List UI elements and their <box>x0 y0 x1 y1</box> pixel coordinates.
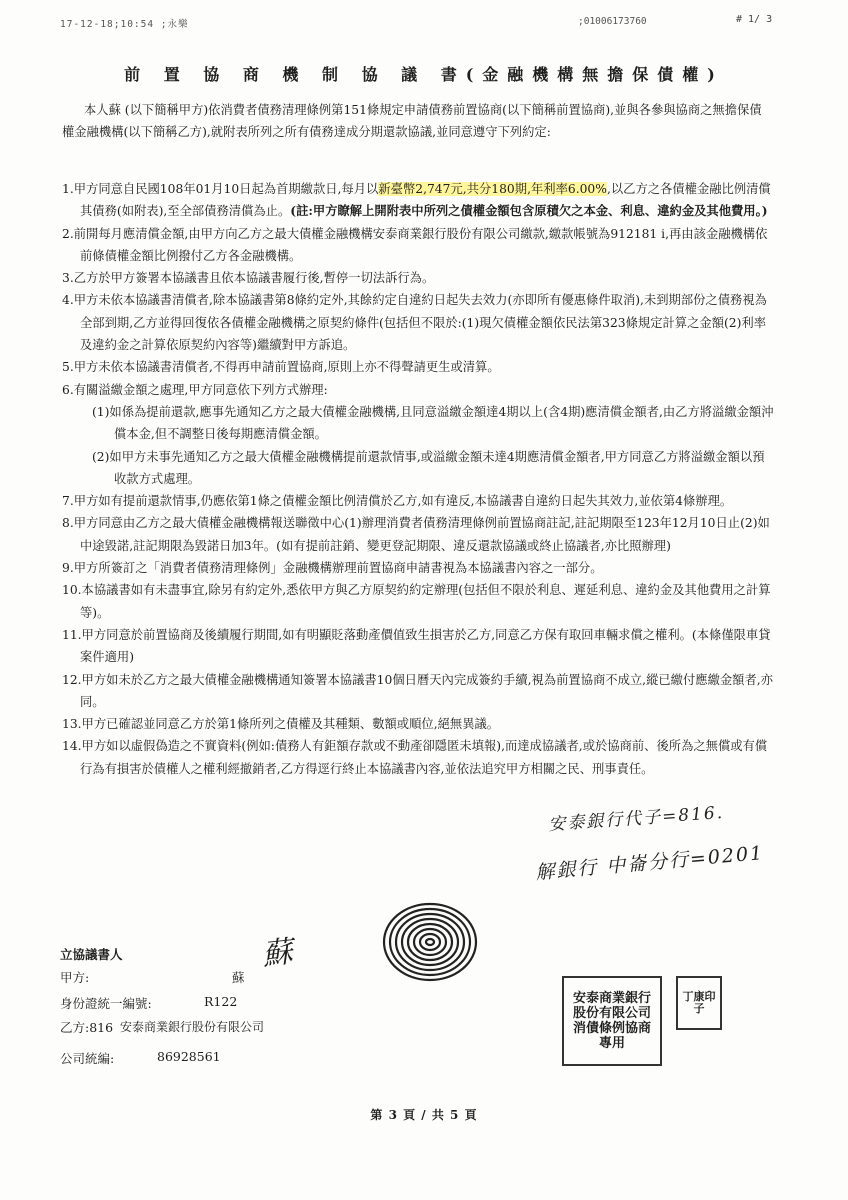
id-number-value: R122 <box>204 994 238 1009</box>
clause-8: 8.甲方同意由乙方之最大債權金融機構報送聯徵中心(1)辦理消費者債務清理條例前置協商註記,註記期限至123年12月10日止(2)如中途毀諾,註記期限為毀諾日加3年。(如有提前註銷、變更登記期限、違反還款協議或終止協議者,亦比照辦理) <box>62 516 770 553</box>
interest-rate: 年利率6.00% <box>530 182 607 196</box>
handwritten-note-branch-code: 解銀行 中崙分行=0201 <box>534 842 765 884</box>
clause-13: 13.甲方已確認並同意乙方於第1條所列之債權及其種類、數額或順位,絕無異議。 <box>62 717 500 732</box>
clause-10: 10.本協議書如有未盡事宜,除另有約定外,悉依甲方與乙方原契約約定辦理(包括但不限於利息、遲延利息、違約金及其他費用之計算等)。 <box>62 583 771 620</box>
page-footer: 第 3 頁 / 共 5 頁 <box>370 1108 478 1122</box>
clause-12: 12.甲方如未於乙方之最大債權金融機構通知簽署本協議書10個日曆天內完成簽約手續,視為前置協商不成立,縱已繳付應繳金額者,亦同。 <box>62 672 773 709</box>
clause-14: 14.甲方如以虛假偽造之不實資料(例如:債務人有鉅額存款或不動產卻隱匿未填報),而達成協議者,或於協商前、後所為之無償或有償行為有損害於債權人之權利經撤銷者,乙方得逕行終止本協議書內容,並依法追究甲方相關之民、刑事責任。 <box>62 739 768 776</box>
payment-amount: 新臺幣2,747元 <box>378 182 463 196</box>
clause-6-sub-2-text: (2)如甲方未事先通知乙方之最大債權金融機構提前還款情事,或溢繳金額未達4期應清償金額者,甲方同意乙方將溢繳金額以預收款方式處理。 <box>92 449 765 486</box>
party-a-signature: 蘇 <box>260 934 295 973</box>
clause-4: 4.甲方未依本協議書清償者,除本協議書第8條約定外,其餘約定自違約日起失去效力(亦即所有優惠條件取消),未到期部份之債務視為全部到期,乙方並得回復依各債權金融機構之原契約條件(包括但不限於:(1)現欠債權金額依民法第323條規定計算之金額(2)利率及違約金之計算依原契約內容等)繼續對甲方訴追。 <box>62 293 767 353</box>
fax-header-left: 17-12-18;10:54 ;永樂 <box>60 19 189 30</box>
preamble: 本人蘇 (以下簡稱甲方)依消費者債務清理條例第151條規定申請債務前置協商(以下簡稱前置協商),並與各參與協商之無擔保債權金融機構(以下簡稱乙方),就附表所列之所有債務達成分期還款協議,並同意遵守下列約定: <box>62 103 762 139</box>
id-number-label: 身份證統一編號: <box>60 996 152 1011</box>
clause-6-sub-1 <box>62 401 774 446</box>
clause-1-sep1: , <box>462 182 467 196</box>
clause-1-note: (註:甲方瞭解上開附表中所列之債權金額包含原積欠之本金、利息、違約金及其他費用。) <box>290 203 768 219</box>
clause-6-sub-2 <box>62 446 774 491</box>
bank-seal-stamp <box>562 976 662 1066</box>
bank-seal-text: 安泰商業銀行股份有限公司消債條例協商專用 <box>572 991 651 1051</box>
clause-6-sub-1-text: (1)如係為提前還款,應事先通知乙方之最大債權金融機構,且同意溢繳金額達4期以上(含4期)應清償金額者,由乙方將溢繳金額沖償本金,但不調整日後每期應清償金額。 <box>92 404 774 442</box>
payment-periods: 共分180期 <box>466 182 528 196</box>
fax-header-number: ;01006173760 <box>578 16 647 27</box>
clause-1-sep2: , <box>527 182 531 196</box>
fax-header-page: # 1/ 3 <box>736 14 773 25</box>
party-b-label: 乙方:816 <box>60 1020 114 1035</box>
personal-seal-text: 丁康印子 <box>682 990 716 1015</box>
company-number-label: 公司統編: <box>60 1051 115 1066</box>
document-title: 前 置 協 商 機 制 協 議 書(金融機構無擔保債權) <box>124 65 724 84</box>
clause-2: 2.前開每月應清償金額,由甲方向乙方之最大債權金融機構安泰商業銀行股份有限公司繳款,繳款帳號為912181 i,再由該金融機構依前條債權金額比例撥付乙方各金融機構。 <box>62 226 768 263</box>
clause-9: 9.甲方所簽訂之「消費者債務清理條例」金融機構辦理前置協商申請書視為本協議書內容之一部分。 <box>62 561 603 576</box>
clause-5: 5.甲方未依本協議書清償者,不得再申請前置協商,原則上亦不得聲請更生或清算。 <box>62 360 500 375</box>
clause-11: 11.甲方同意於前置協商及後續履行期間,如有明顯貶落動產價值致生損害於乙方,同意乙方保有取回車輛求償之權利。(本條僅限車貸案件適用) <box>62 627 771 665</box>
personal-seal-stamp <box>676 976 722 1030</box>
fingerprint-icon <box>378 896 482 984</box>
handwritten-note-bank-code: 安泰銀行代子=816. <box>547 802 725 836</box>
clause-7: 7.甲方如有提前還款情事,仍應依第1條之債權金額比例清償於乙方,如有違反,本協議書自違約日起失其效力,並依第4條辦理。 <box>62 494 733 509</box>
party-b-name: 安泰商業銀行股份有限公司 <box>120 1020 265 1034</box>
party-a-name: 蘇 <box>232 970 245 985</box>
party-a-label: 甲方: <box>60 970 90 985</box>
company-number-value: 86928561 <box>157 1049 221 1064</box>
clause-3: 3.乙方於甲方簽署本協議書且依本協議書履行後,暫停一切法訴行為。 <box>62 271 435 286</box>
signatories-heading: 立協議書人 <box>60 947 123 962</box>
clause-list <box>62 178 774 780</box>
clause-1 <box>62 178 774 223</box>
clause-1-pre: 1.甲方同意自民國108年01月10日起為首期繳款日,每月以 <box>62 182 379 196</box>
clause-6: 6.有關溢繳金額之處理,甲方同意依下列方式辦理: <box>62 382 328 397</box>
clause-1-post: ,以乙方之各債權金融比例清償其債務(如附表),至全部債務清償為止。 <box>80 182 771 219</box>
